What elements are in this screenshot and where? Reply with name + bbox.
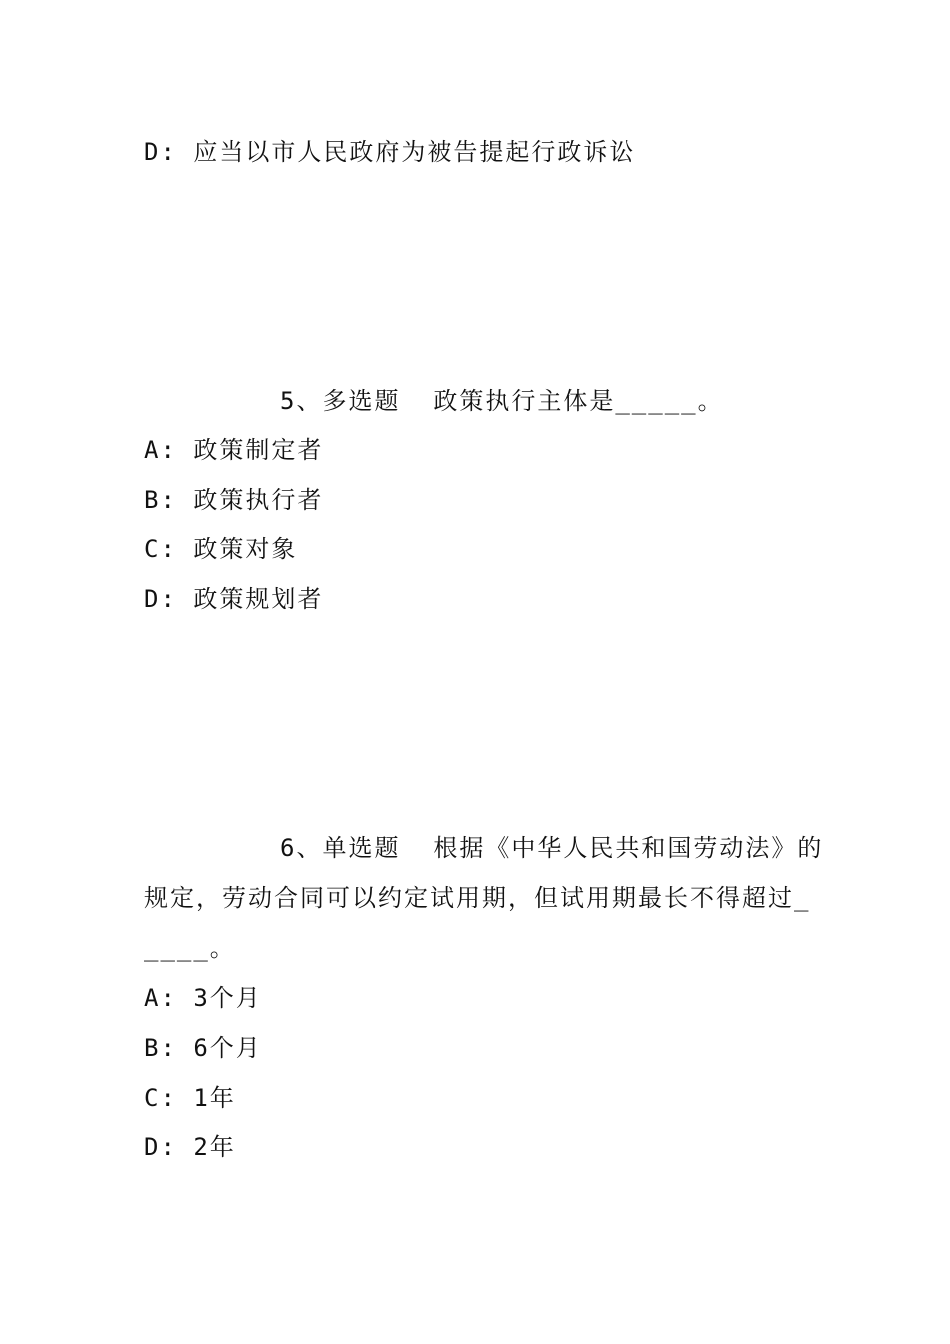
q6-title-line1: 6、单选题 根据《中华人民共和国劳动法》的 xyxy=(280,834,824,862)
q6-option-b: B: 6个月 xyxy=(144,1034,262,1062)
q5-option-a: A: 政策制定者 xyxy=(144,436,324,464)
q6-option-a: A: 3个月 xyxy=(144,984,262,1012)
q6-title-line3: ____。 xyxy=(144,934,236,962)
q6-option-c: C: 1年 xyxy=(144,1084,236,1112)
q5-option-b: B: 政策执行者 xyxy=(144,486,324,514)
q5-title: 5、多选题 政策执行主体是_____。 xyxy=(280,387,724,415)
q6-title-line2: 规定，劳动合同可以约定试用期，但试用期最长不得超过_ xyxy=(144,884,811,912)
q5-option-c: C: 政策对象 xyxy=(144,535,298,563)
q6-option-d: D: 2年 xyxy=(144,1133,236,1161)
q5-option-d: D: 政策规划者 xyxy=(144,585,324,613)
q4-option-d: D: 应当以市人民政府为被告提起行政诉讼 xyxy=(144,138,636,166)
